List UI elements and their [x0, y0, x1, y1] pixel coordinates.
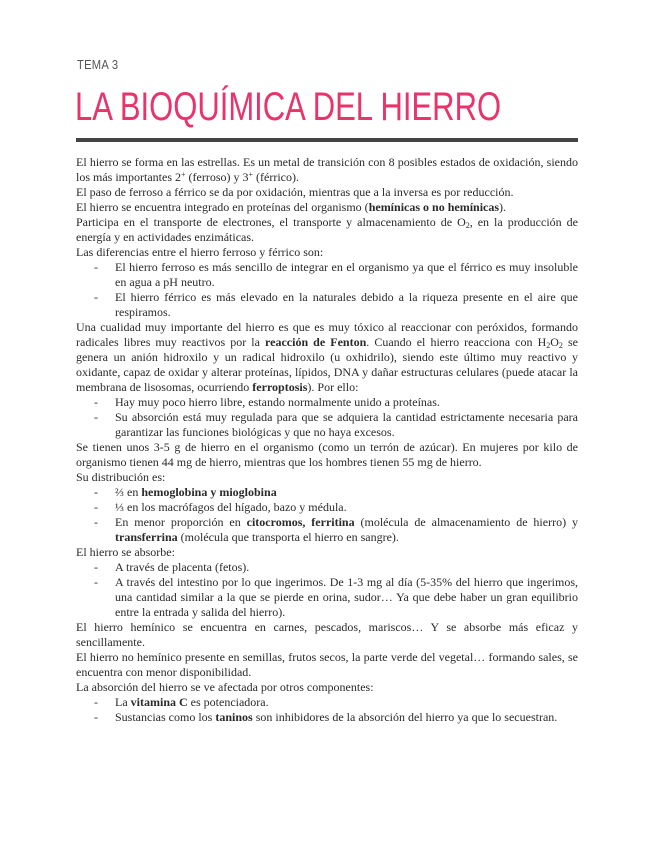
list-item: - A través de placenta (fetos).: [94, 560, 250, 574]
paragraph-nonheme-iron: El hierro no hemínico presente en semillas, frutos secos, la parte verde del vegetal… formando sales, se encuentra con menor disponibilidad.: [76, 650, 578, 679]
page-title: LA BIOQUÍMICA DEL HIERRO: [75, 85, 502, 129]
paragraph-absorption: El hierro se absorbe:: [76, 545, 175, 559]
list-item: - La vitamina C es potenciadora.: [94, 695, 269, 709]
paragraph-distribution: Su distribución es:: [76, 470, 166, 484]
list-differences: [76, 260, 578, 320]
list-distribution: [76, 485, 578, 545]
list-item: - A través del intestino por lo que ingerimos. De 1-3 mg al día (5-35% del hierro que ingerimos, una cantidad similar a la que se pierde en orina, sudor… Ya que debe haber un gran equilibrio entre la entrada y salida del hierro).: [94, 575, 578, 619]
title-divider: [76, 138, 578, 142]
list-absorption: [76, 560, 578, 620]
list-item: - Hay muy poco hierro libre, estando normalmente unido a proteínas.: [94, 395, 440, 409]
section-label: TEMA 3: [77, 57, 119, 72]
list-item: - El hierro ferroso es más sencillo de integrar en el organismo ya que el férrico es muy insoluble en agua a pH neutro.: [94, 260, 578, 289]
paragraph-amount: Se tienen unos 3-5 g de hierro en el organismo (como un terrón de azúcar). En mujeres por kilo de organismo tienen 44 mg de hierro, mientras que los hombres tienen 55 mg de hierro.: [76, 440, 578, 469]
list-item: - En menor proporción en citocromos, ferritina (molécula de almacenamiento de hierro) y transferrina (molécula que transporta el hierro en sangre).: [94, 515, 578, 544]
document-body: [76, 155, 578, 725]
paragraph-components: La absorción del hierro se ve afectada por otros componentes:: [76, 680, 374, 694]
paragraph-heme-iron: El hierro hemínico se encuentra en carnes, pescados, mariscos… Y se absorbe más eficaz y sencillamente.: [76, 620, 578, 649]
paragraph-functions: Participa en el transporte de electrones, el transporte y almacenamiento de $O_2$, en la producción de energía y en actividades enzimáticas.: [76, 215, 578, 244]
list-item: - ⅓ en los macrófagos del hígado, bazo y médula.: [94, 500, 347, 514]
paragraph-proteins: El hierro se encuentra integrado en proteínas del organismo (hemínicas o no hemínicas).: [76, 200, 507, 214]
paragraph-toxicity: Una cualidad muy importante del hierro es que es muy tóxico al reaccionar con peróxidos, formando radicales libres muy reactivos por la reacción de Fenton. Cuando el hierro reacciona con $H_2O_2$ se genera un anión hidroxilo y un radical hidroxilo (u oxhidrilo), siendo este último muy reactivo y oxidante, capaz de oxidar y alterar proteínas, lípidos, DNA y dañar estructuras celulares (puede atacar la membrana de lisosomas, ocurriendo ferroptosis). Por ello:: [76, 320, 578, 394]
list-item: - ⅔ en hemoglobina y mioglobina: [94, 485, 277, 499]
paragraph-origin: El hierro se forma en las estrellas. Es un metal de transición con 8 posibles estados de oxidación, siendo los más importantes 2+ (ferroso) y 3+ (férrico).: [76, 155, 578, 184]
list-item: - Sustancias como los taninos son inhibidores de la absorción del hierro ya que lo secuestran.: [94, 710, 558, 724]
list-components: [76, 695, 578, 725]
list-item: - Su absorción está muy regulada para que se adquiera la cantidad estrictamente necesaria para garantizar las funciones biológicas y que no haya excesos.: [94, 410, 578, 439]
paragraph-differences: Las diferencias entre el hierro ferroso y férrico son:: [76, 245, 324, 259]
paragraph-oxidation: El paso de ferroso a férrico se da por oxidación, mientras que a la inversa es por reducción.: [76, 185, 514, 199]
list-item: - El hierro férrico es más elevado en la naturales debido a la riqueza presente en el aire que respiramos.: [94, 290, 578, 319]
list-regulation: [76, 395, 578, 440]
